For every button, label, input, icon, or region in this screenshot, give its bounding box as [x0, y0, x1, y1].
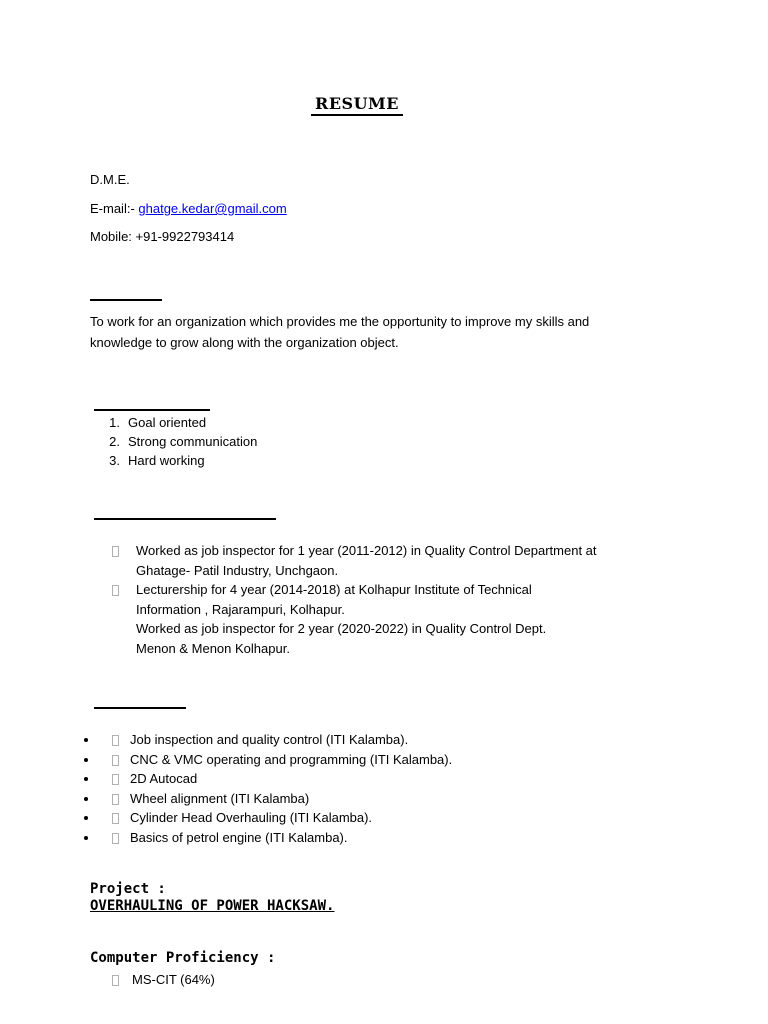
computer-item-text: MS-CIT (64%)	[132, 972, 215, 987]
skill-item	[84, 730, 584, 750]
bullet-dot-icon	[84, 816, 88, 820]
experience-item	[112, 619, 642, 658]
strength-item: 3. Hard working	[109, 453, 205, 468]
strength-text: Strong communication	[128, 434, 258, 449]
project-label: Project :	[90, 881, 166, 897]
strength-text: Hard working	[128, 453, 205, 468]
bullet-glyph-icon	[112, 735, 119, 746]
bullet-glyph-icon	[112, 546, 119, 557]
bullet-dot-icon	[84, 836, 88, 840]
strength-text: Goal oriented	[128, 415, 207, 430]
email-row	[90, 201, 287, 216]
skill-text: Basics of petrol engine (ITI Kalamba).	[130, 830, 348, 845]
bullet-glyph-icon	[112, 755, 119, 766]
bullet-glyph-icon	[112, 833, 119, 844]
objective-line-1: To work for an organization which provides me the opportunity to improve my skills and	[90, 314, 590, 329]
skill-text: Wheel alignment (ITI Kalamba)	[130, 791, 310, 806]
computer-item	[112, 970, 412, 989]
bullet-dot-icon	[84, 797, 88, 801]
experience-line-1: Worked as job inspector for 2 year (2020-2022) in Quality Control Dept.	[136, 621, 547, 636]
objective-paragraph	[90, 311, 650, 353]
strengths-list	[100, 413, 257, 470]
objective-heading-rule	[90, 299, 162, 301]
experience-heading-rule	[94, 518, 276, 520]
experience-line-1: Lecturership for 4 year (2014-2018) at Kolhapur Institute of Technical	[136, 582, 532, 597]
mobile-text: Mobile: +91-9922793414	[90, 229, 235, 244]
bullet-glyph-icon	[112, 774, 119, 785]
skill-text: 2D Autocad	[130, 771, 198, 786]
skill-text: Cylinder Head Overhauling (ITI Kalamba).	[130, 810, 373, 825]
email-label: E-mail:-	[90, 201, 139, 216]
skill-text: CNC & VMC operating and programming (ITI Kalamba).	[130, 752, 453, 767]
skill-item	[84, 828, 584, 848]
bullet-dot-icon	[84, 738, 88, 742]
email-link[interactable]: ghatge.kedar@gmail.com	[138, 201, 287, 216]
skill-item	[84, 808, 584, 828]
experience-line-2: Information , Rajarampuri, Kolhapur.	[136, 601, 345, 617]
bullet-glyph-icon	[112, 794, 119, 805]
strength-item: 2. Strong communication	[109, 434, 258, 449]
experience-line-2: Menon & Menon Kolhapur.	[136, 640, 290, 656]
objective-line-2: knowledge to grow along with the organization object.	[90, 335, 399, 350]
skill-item	[84, 750, 584, 770]
skills-heading-rule	[94, 707, 186, 709]
project-name: OVERHAULING OF POWER HACKSAW.	[90, 898, 335, 914]
experience-line-2: Ghatage- Patil Industry, Unchgaon.	[136, 562, 339, 578]
bullet-glyph-icon	[112, 813, 119, 824]
experience-item	[112, 541, 642, 580]
bullet-dot-icon	[84, 758, 88, 762]
bullet-glyph-icon	[112, 975, 119, 986]
skill-item	[84, 789, 584, 809]
degree-text: D.M.E.	[90, 172, 130, 187]
experience-item	[112, 580, 642, 619]
resume-title	[0, 94, 714, 113]
skill-text: Job inspection and quality control (ITI Kalamba).	[130, 732, 409, 747]
computer-proficiency-label: Computer Proficiency :	[90, 950, 276, 966]
bullet-dot-icon	[84, 777, 88, 781]
resume-title-text: RESUME	[311, 94, 403, 116]
strength-item: 1. Goal oriented	[109, 415, 207, 430]
skill-item	[84, 769, 584, 789]
experience-line-1: Worked as job inspector for 1 year (2011-2012) in Quality Control Department at	[136, 543, 597, 558]
strengths-heading-rule	[94, 409, 210, 411]
bullet-glyph-icon	[112, 585, 119, 596]
